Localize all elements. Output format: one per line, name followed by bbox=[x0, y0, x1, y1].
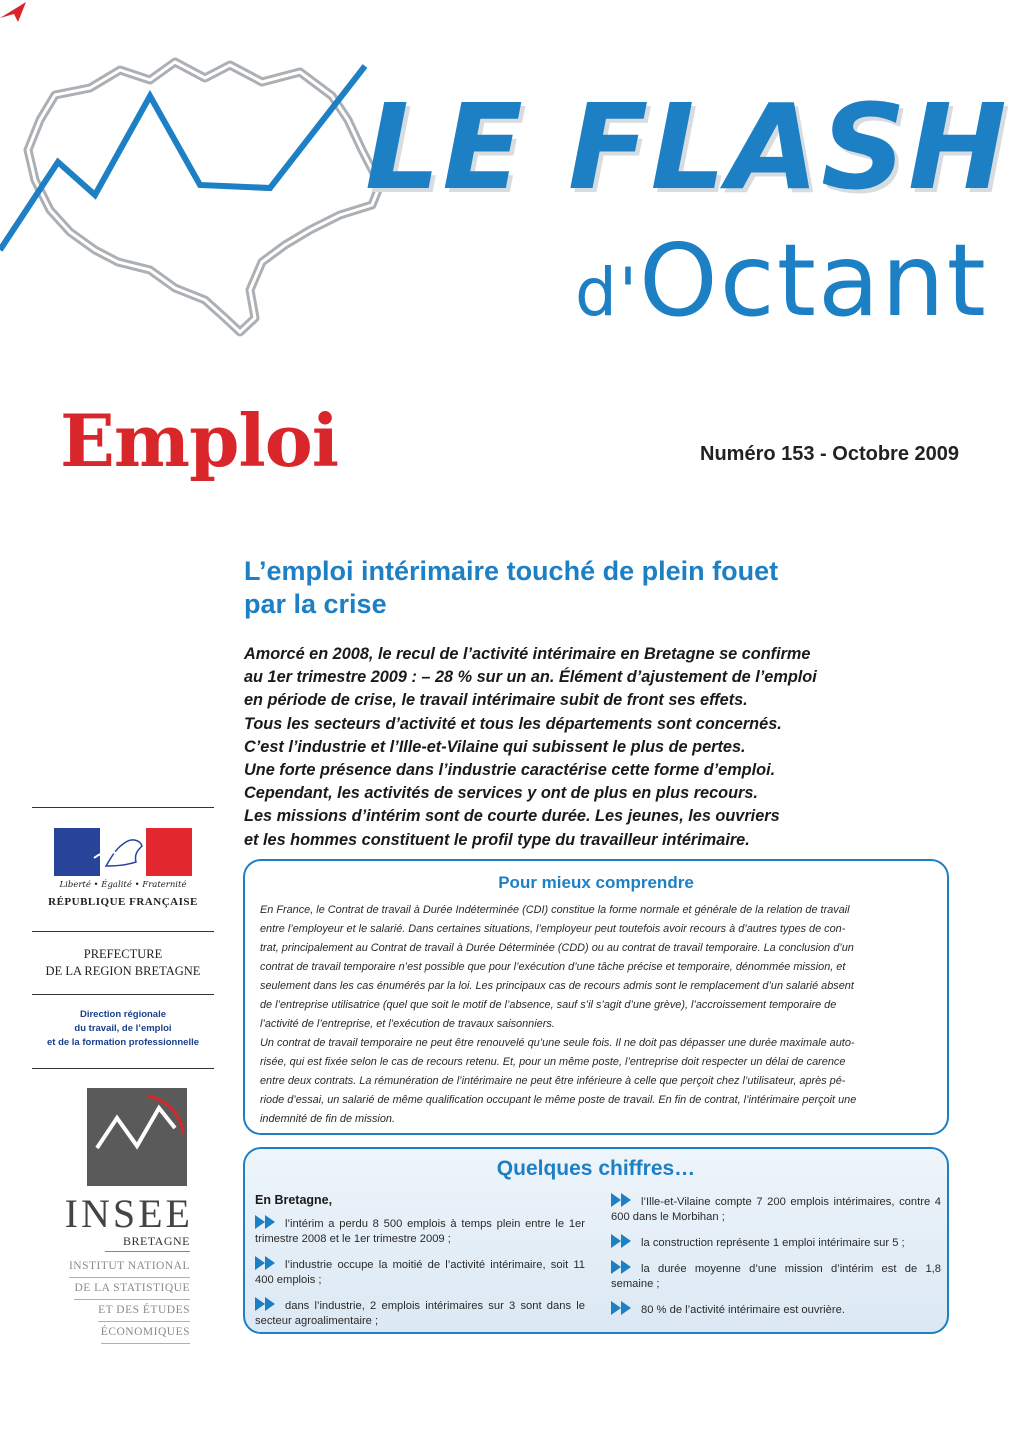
figures-box bbox=[243, 1147, 949, 1334]
direction-line: Direction régionale bbox=[79, 1009, 167, 1020]
red-arrow-icon bbox=[0, 0, 30, 24]
understand-line: entre l’employeur et le salarié. Dans certaines situations, l’employeur peut toutefois avoir recours à d’autres types de con- bbox=[260, 923, 846, 935]
insee-institute-line: ÉCONOMIQUES bbox=[101, 1322, 190, 1344]
understand-line: riode d’essai, un salarié de même qualification occupant le même poste de travail. En fin de contrat, l’intérimaire perçoit une bbox=[260, 1094, 857, 1106]
double-arrow-bullet-icon bbox=[611, 1301, 633, 1315]
figure-item-text: 80 % de l’activité intérimaire est ouvrière. bbox=[641, 1304, 845, 1316]
figures-intro: En Bretagne, bbox=[255, 1193, 333, 1207]
understand-box bbox=[243, 859, 949, 1135]
understand-line: contrat de travail temporaire n’est possible que pour l’exécution d’une tâche précise et temporaire, dénommée mission, et bbox=[260, 961, 846, 973]
insee-region: BRETAGNE bbox=[122, 1234, 190, 1248]
figures-left-column bbox=[255, 1215, 585, 1338]
brittany-outline bbox=[28, 62, 380, 332]
prefecture-name bbox=[32, 946, 214, 980]
double-arrow-bullet-icon bbox=[255, 1297, 277, 1311]
figure-item-text: la construction représente 1 emploi intérimaire sur 5 ; bbox=[641, 1237, 905, 1249]
article-title bbox=[244, 555, 884, 621]
lead-line: et les hommes constituent le profil type du travailleur intérimaire. bbox=[244, 830, 750, 849]
figure-item bbox=[611, 1193, 941, 1225]
lead-line: Amorcé en 2008, le recul de l’activité intérimaire en Bretagne se confirme bbox=[244, 645, 811, 663]
figure-item bbox=[611, 1260, 941, 1292]
understand-line: risée, qui est fixée selon le cas de recours retenu. Et, pour un même poste, l’entreprise doit respecter un délai de carence bbox=[260, 1056, 846, 1068]
direction-line: et de la formation professionnelle bbox=[46, 1037, 200, 1048]
figure-item bbox=[611, 1301, 941, 1318]
lead-line: en période de crise, le travail intérimaire subit de front ses effets. bbox=[244, 691, 748, 710]
double-arrow-bullet-icon bbox=[255, 1256, 277, 1270]
understand-line: l’activité de l’entreprise, et l’exécution de travaux saisonniers. bbox=[260, 1018, 555, 1030]
figure-item bbox=[611, 1234, 941, 1251]
prefecture-line: DE LA REGION BRETAGNE bbox=[45, 964, 201, 978]
figure-item-text: l’Ille-et-Vilaine compte 7 200 emplois intérimaires, contre 4 600 dans le Morbihan ; bbox=[611, 1196, 941, 1223]
direction-line: du travail, de l’emploi bbox=[74, 1023, 172, 1034]
figure-item bbox=[255, 1297, 585, 1329]
figure-item-text: la durée moyenne d’une mission d’intérim est de 1,8 semaine ; bbox=[611, 1263, 941, 1290]
figure-item bbox=[255, 1256, 585, 1288]
lead-line: Tous les secteurs d’activité et tous les départements sont concernés. bbox=[244, 714, 782, 733]
insee-logo-icon bbox=[87, 1088, 187, 1186]
understand-line: entre deux contrats. La rémunération de l’intérimaire ne peut être inférieure à celle que perçoit chez l’utilisateur, après pé- bbox=[260, 1075, 846, 1087]
figure-item-text: l’intérim a perdu 8 500 emplois à temps plein entre le 1er trimestre 2008 et le 1er trimestre 2009 ; bbox=[255, 1218, 585, 1245]
insee-institute-line: DE LA STATISTIQUE bbox=[74, 1278, 190, 1300]
divider bbox=[32, 994, 214, 995]
insee-name: INSEE bbox=[64, 1191, 193, 1236]
section-label: Emploi bbox=[60, 398, 339, 483]
understand-title: Pour mieux comprendre bbox=[498, 873, 694, 892]
double-arrow-bullet-icon bbox=[255, 1215, 277, 1229]
lead-line: au 1er trimestre 2009 : – 28 % sur un an. Élément d’ajustement de l’emploi bbox=[244, 668, 817, 687]
understand-line: indemnité de fin de mission. bbox=[260, 1113, 395, 1125]
figures-right-column bbox=[611, 1193, 941, 1327]
direction-name bbox=[32, 1008, 214, 1050]
understand-line: de l’entreprise utilisatrice (quel que soit le motif de l’absence, sauf s’il s’agit d’une grève), l’accroissement temporaire de bbox=[260, 999, 837, 1011]
understand-line: Un contrat de travail temporaire ne peut être renouvelé qu’une seule fois. Il ne doit pas dépasser une durée maximale auto- bbox=[260, 1037, 855, 1049]
issue-number: Numéro 153 - Octobre 2009 bbox=[700, 443, 959, 465]
subtitle-word: Octant bbox=[639, 222, 988, 339]
subtitle-prefix: d' bbox=[575, 254, 640, 331]
insee-institute-line: INSTITUT NATIONAL bbox=[69, 1256, 190, 1278]
masthead bbox=[0, 0, 1024, 380]
republic-motto: Liberté • Égalité • Fraternité bbox=[59, 880, 187, 890]
figure-item-text: l’industrie occupe la moitié de l’activité intérimaire, soit 11 400 emplois ; bbox=[255, 1259, 585, 1286]
article-title-line: par la crise bbox=[244, 589, 387, 619]
insee-institute bbox=[40, 1256, 190, 1344]
double-arrow-bullet-icon bbox=[611, 1234, 633, 1248]
understand-line: En France, le Contrat de travail à Durée Indéterminée (CDI) constitue la forme normale et générale de la relation de travail bbox=[260, 904, 850, 916]
understand-line: trat, principalement au Contrat de travail à Durée Déterminée (CDD) ou au contrat de travail temporaire. La conclusion d’un bbox=[260, 942, 854, 954]
lead-line: Les missions d’intérim sont de courte durée. Les jeunes, les ouvriers bbox=[244, 807, 780, 826]
republic-block bbox=[32, 807, 214, 1069]
lead-line: Cependant, les activités de services y ont de plus en plus recours. bbox=[244, 784, 758, 803]
article-lead bbox=[244, 643, 854, 852]
publication-title: LE FLASH bbox=[365, 78, 1009, 216]
publication-subtitle bbox=[575, 222, 988, 339]
double-arrow-bullet-icon bbox=[611, 1193, 633, 1207]
lead-line: Une forte présence dans l’industrie caractérise cette forme d’emploi. bbox=[244, 761, 776, 780]
figure-item-text: dans l’industrie, 2 emplois intérimaires sur 3 sont dans le secteur agroalimentaire ; bbox=[255, 1300, 585, 1327]
understand-body bbox=[260, 901, 937, 1129]
article-title-line: L’emploi intérimaire touché de plein fouet bbox=[244, 556, 779, 586]
double-arrow-bullet-icon bbox=[611, 1260, 633, 1274]
marianne-flag-logo bbox=[54, 828, 192, 876]
divider bbox=[105, 1251, 190, 1252]
lead-line: C’est l’industrie et l’Ille-et-Vilaine qui subissent le plus de pertes. bbox=[244, 737, 746, 756]
republic-name: RÉPUBLIQUE FRANÇAISE bbox=[48, 896, 198, 908]
insee-institute-line: ET DES ÉTUDES bbox=[98, 1300, 190, 1322]
figure-item bbox=[255, 1215, 585, 1247]
divider bbox=[32, 931, 214, 932]
figures-title: Quelques chiffres… bbox=[496, 1157, 696, 1180]
prefecture-line: PREFECTURE bbox=[83, 947, 163, 961]
understand-line: seulement dans les cas énumérés par la loi. Les principaux cas de recours admis sont le remplacement d’un salarié absent bbox=[260, 980, 854, 992]
